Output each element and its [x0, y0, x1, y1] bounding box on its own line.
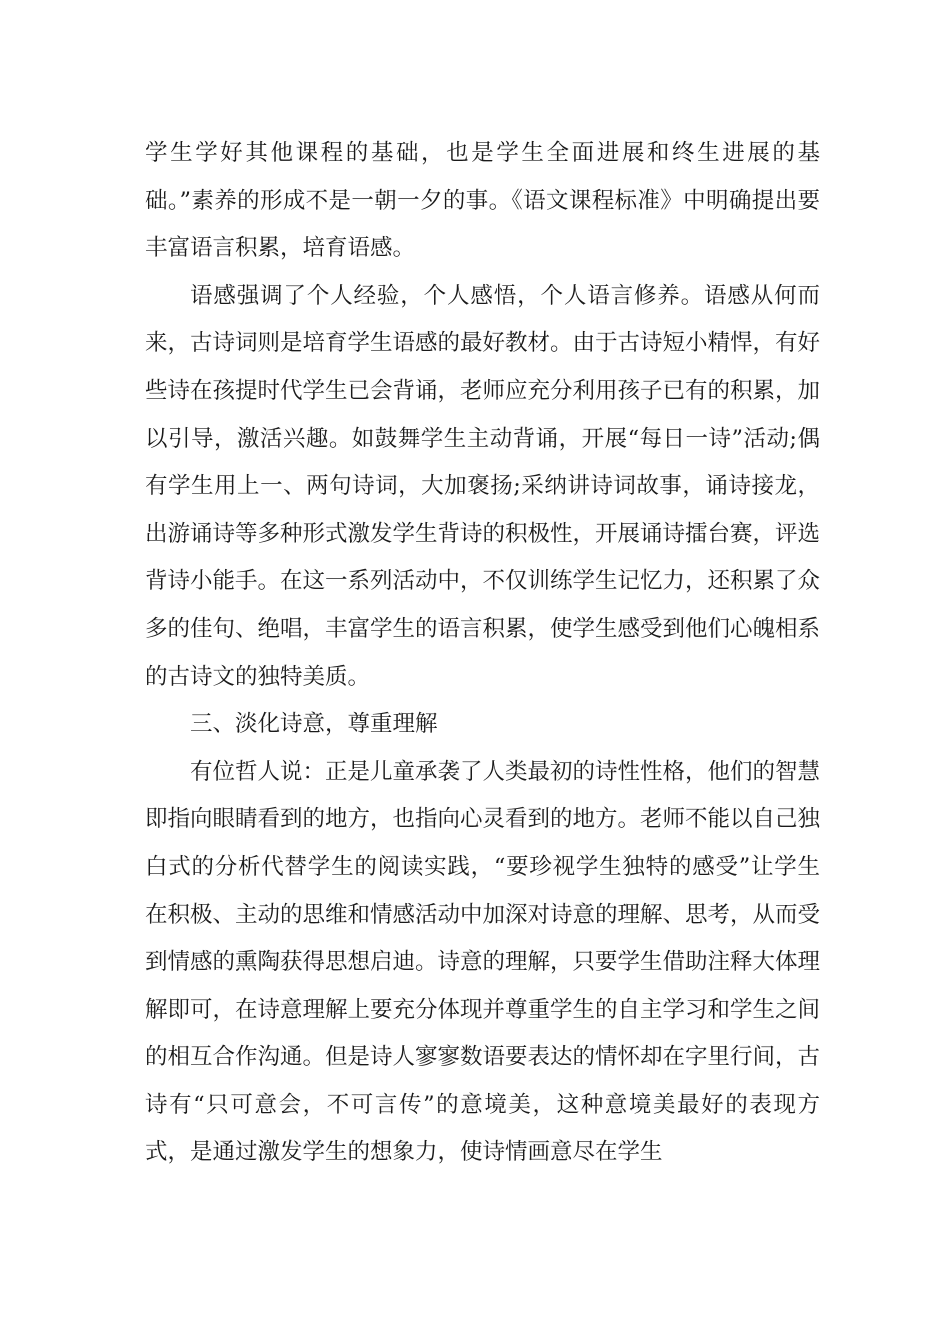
body-text: [145, 130, 820, 1177]
paragraph-3: 有位哲人说：正是儿童承袭了人类最初的诗性性格，他们的智慧即指向眼睛看到的地方，也指向心灵看到的地方。老师不能以自己独白式的分析代替学生的阅读实践，“要珍视学生独特的感受”让学生在积极、主动的思维和情感活动中加深对诗意的理解、思考，从而受到情感的熏陶获得思想启迪。诗意的理解，只要学生借助注释大体理解即可，在诗意理解上要充分体现并尊重学生的自主学习和学生之间的相互合作沟通。但是诗人寥寥数语要表达的情怀却在字里行间，古诗有“只可意会，不可言传”的意境美，这种意境美最好的表现方式，是通过激发学生的想象力，使诗情画意尽在学生: [145, 758, 821, 1166]
section-heading: 三、淡化诗意，尊重理解: [190, 711, 438, 738]
paragraph-1: 学生学好其他课程的基础，也是学生全面进展和终生进展的基础。”素养的形成不是一朝一夕的事。《语文课程标准》中明确提出要丰富语言积累，培育语感。: [145, 140, 820, 262]
paragraph-2: 语感强调了个人经验，个人感悟，个人语言修养。语感从何而来，古诗词则是培育学生语感的最好教材。由于古诗短小精悍，有好些诗在孩提时代学生已会背诵，老师应充分利用孩子已有的积累，加以引导，激活兴趣。如鼓舞学生主动背诵，开展“每日一诗”活动;偶有学生用上一、两句诗词，大加褒扬;采纳讲诗词故事，诵诗接龙，出游诵诗等多种形式激发学生背诗的积极性，开展诵诗擂台赛，评选背诗小能手。在这一系列活动中，不仅训练学生记忆力，还积累了众多的佳句、绝唱，丰富学生的语言积累，使学生感受到他们心魄相系的古诗文的独特美质。: [145, 282, 821, 690]
